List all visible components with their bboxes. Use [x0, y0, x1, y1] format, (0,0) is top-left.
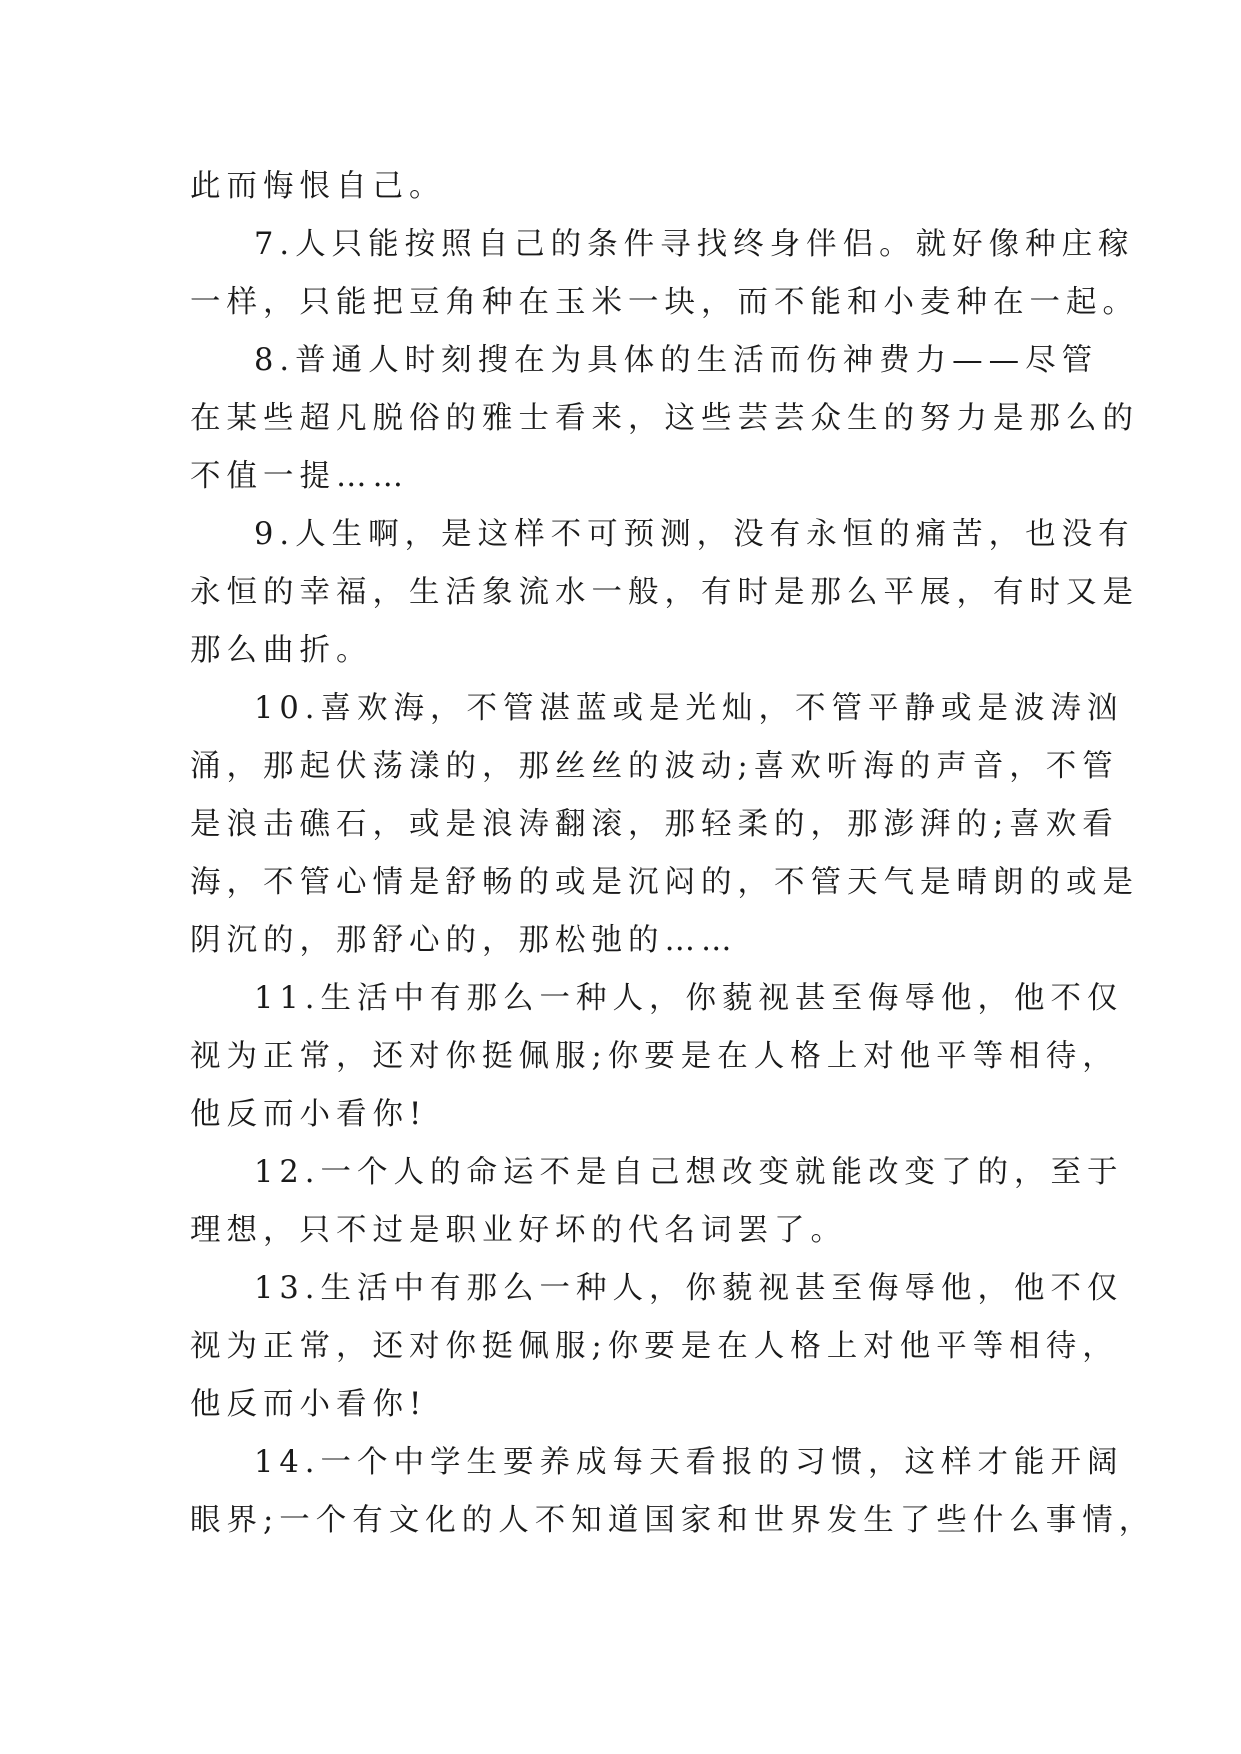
paragraph-start-line: 13.生活中有那么一种人，你藐视甚至侮辱他，他不仅	[254, 1271, 1124, 1306]
text-line: 他反而小看你!	[190, 1097, 428, 1132]
text-line: 是浪击礁石，或是浪涛翻滚，那轻柔的，那澎湃的;喜欢看	[190, 807, 1119, 842]
text-line: 此而悔恨自己。	[190, 169, 446, 204]
paragraph-start-line: 12.一个人的命运不是自己想改变就能改变了的，至于	[254, 1155, 1124, 1190]
text-line: 在某些超凡脱俗的雅士看来，这些芸芸众生的努力是那么的	[190, 401, 1139, 436]
text-line: 永恒的幸福，生活象流水一般，有时是那么平展，有时又是	[190, 575, 1139, 610]
text-line: 理想，只不过是职业好坏的代名词罢了。	[190, 1213, 847, 1248]
paragraph-start-line: 9.人生啊，是这样不可预测，没有永恒的痛苦，也没有	[254, 517, 1135, 552]
text-line: 眼界;一个有文化的人不知道国家和世界发生了些什么事情，	[190, 1503, 1156, 1538]
paragraph-start-line: 11.生活中有那么一种人，你藐视甚至侮辱他，他不仅	[254, 981, 1124, 1016]
text-line: 涌，那起伏荡漾的，那丝丝的波动;喜欢听海的声音，不管	[190, 749, 1119, 784]
paragraph-start-line: 10.喜欢海，不管湛蓝或是光灿，不管平静或是波涛汹	[254, 691, 1124, 726]
text-line: 不值一提……	[190, 459, 409, 494]
paragraph-start-line: 7.人只能按照自己的条件寻找终身伴侣。就好像种庄稼	[254, 227, 1135, 262]
text-line: 他反而小看你!	[190, 1387, 428, 1422]
text-line: 那么曲折。	[190, 633, 373, 668]
text-line: 视为正常，还对你挺佩服;你要是在人格上对他平等相待，	[190, 1329, 1119, 1364]
paragraph-start-line: 14.一个中学生要养成每天看报的习惯，这样才能开阔	[254, 1445, 1124, 1480]
paragraph-start-line: 8.普通人时刻搜在为具体的生活而伤神费力——尽管	[254, 343, 1099, 378]
text-line: 一样，只能把豆角种在玉米一块，而不能和小麦种在一起。	[190, 285, 1139, 320]
text-line: 海，不管心情是舒畅的或是沉闷的，不管天气是晴朗的或是	[190, 865, 1139, 900]
text-line: 视为正常，还对你挺佩服;你要是在人格上对他平等相待，	[190, 1039, 1119, 1074]
document-body	[190, 158, 1156, 1550]
text-line: 阴沉的，那舒心的，那松弛的……	[190, 923, 738, 958]
